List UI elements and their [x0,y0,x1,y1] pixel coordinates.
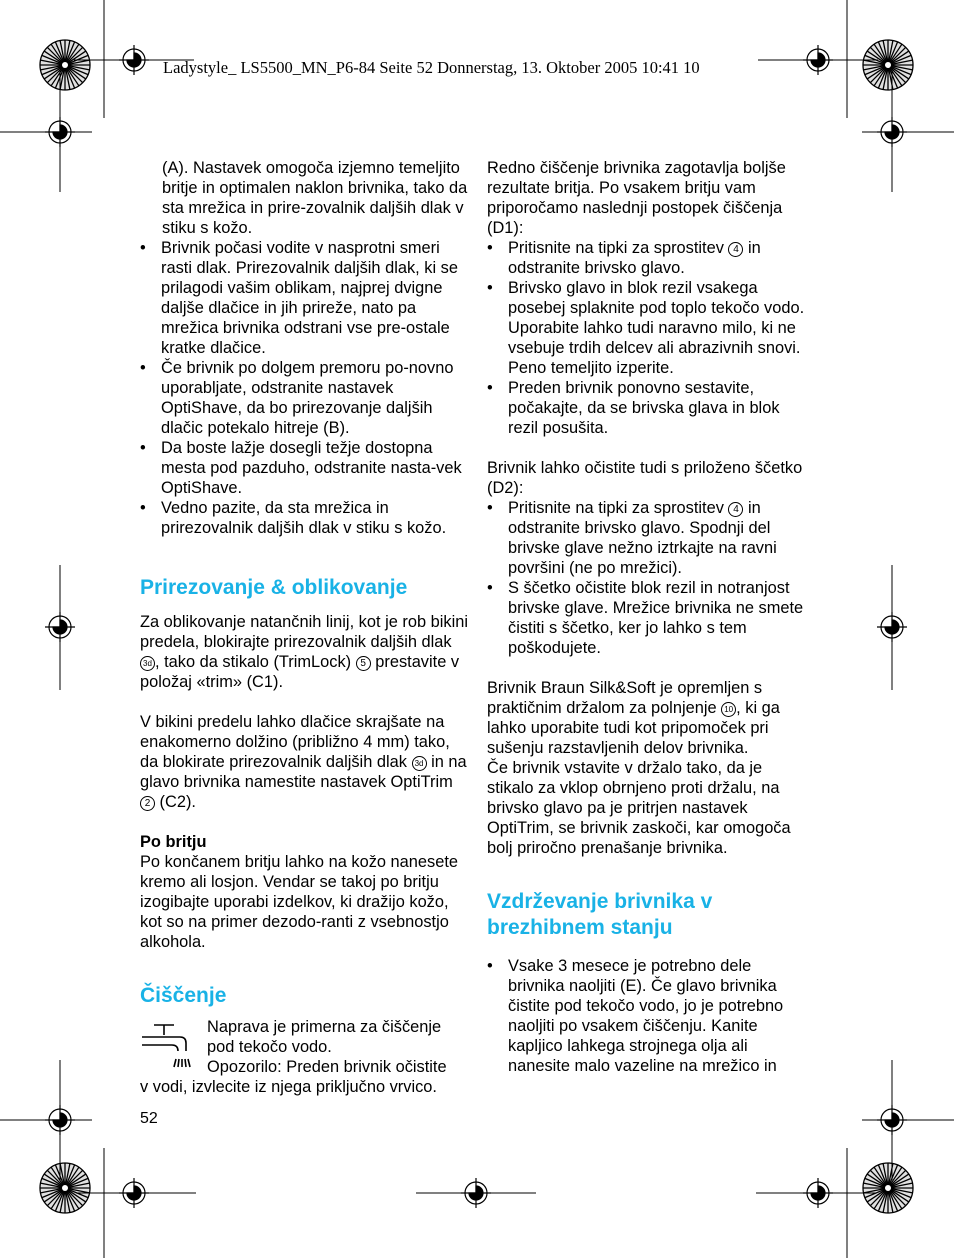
cleaning-intro-paragraph: Redno čiščenje brivnika zagotavlja boljše rezultate britja. Po vsakem britju vam priporočamo naslednji postopek čiščenja (D1): [487,159,786,237]
ref-number: 10 [721,702,736,717]
print-slug-header: Ladystyle_ LS5500_MN_P6-84 Seite 52 Donnerstag, 13. Oktober 2005 10:41 10 [163,58,700,77]
cleaning-paragraph: Naprava je primerna za čiščenje pod tekočo vodo. [207,1018,442,1056]
list-item: • Pritisnite na tipki za sprostitev 4 in odstranite brivsko glavo. Spodnji del brivske glave nežno iztrkajte na ravni površini (ne po mrežici). [487,498,812,578]
brush-intro-paragraph: Brivnik lahko očistite tudi s priloženo ščetko (D2): [487,459,803,497]
list-item: • Da boste lažje dosegli težje dostopna mesta pod pazduho, odstranite nasta-vek OptiShave. [140,438,470,498]
cleaning-warning-line-2: v vodi, izvlecite iz njega priključno vrvico. [140,1078,437,1096]
ref-number: 4 [728,502,743,517]
list-item: • S ščetko očistite blok rezil in notranjost brivske glave. Mrežice brivnika ne smete čistiti s ščetko, ker jo lahko s tem poškodujete. [487,578,812,658]
list-item: • Preden brivnik ponovno sestavite, počakajte, da se brivska glava in blok rezil posušita. [487,378,812,438]
shaving-bullet-list [140,238,470,538]
intro-paragraph: (A). Nastavek omogoča izjemno temeljito britje in optimalen naklon brivnika, tako da sta mrežica in prire-zovalnik daljših dlak v stiku s kožo. [162,159,468,237]
water-tap-icon [140,1021,195,1073]
list-item: • Brivnik počasi vodite v nasprotni smeri rasti dlak. Prirezovalnik daljših dlak, ki se prilagodi vašim oblikam, najprej dvigne daljše dlačice in jih prireže, nato pa mrežica brivnika odstrani vse pre-ostale kratke dlačice. [140,238,470,358]
after-shave-paragraph: Po končanem britju lahko na kožo nanesete kremo ali losjon. Vendar se takoj po britju izogibajte uporabi izdelkov, ki dražijo kožo, kot so na primer dezodo-ranti z vsebnostjo alkohola. [140,853,459,951]
ref-number: 3d [412,756,427,771]
left-column [140,158,470,1097]
heading-cleaning: Čiščenje [140,984,227,1007]
ref-number: 3d [140,656,155,671]
heading-maintenance: Vzdrževanje brivnika v brezhibnem stanju [487,890,713,939]
holder-paragraph: Brivnik Braun Silk&Soft je opremljen s praktičnim držalom za polnjenje 10 , ki ga lahko uporabite tudi kot pripomoček pri sušenju razstavljenih delov brivnika. [487,679,780,757]
maintenance-bullet-list [487,956,812,1076]
ref-number: 2 [140,796,155,811]
right-column [487,158,812,1076]
after-shave-heading: Po britju [140,833,207,851]
page-number: 52 [140,1110,158,1127]
list-item: • Pritisnite na tipki za sprostitev 4 in odstranite brivsko glavo. [487,238,812,278]
heading-trimming: Prirezovanje & oblikovanje [140,576,408,599]
list-item: • Vedno pazite, da sta mrežica in prirezovalnik daljših dlak v stiku s kožo. [140,498,470,538]
cleaning-bullet-list-1 [487,238,812,438]
ref-number: 4 [728,242,743,257]
list-item: • Vsake 3 mesece je potrebno dele brivnika naoljiti (E). Če glavo brivnika čistite pod tekočo vodo, jo je potrebno naoljiti po vsakem čiščenju. Kanite kapljico lahkega strojnega olja ali nanesite malo vazeline na mrežico in [487,956,812,1076]
holder-paragraph-2: Če brivnik vstavite v držalo tako, da je stikalo za vklop obrnjeno proti držalu, na brivsko glavo pa je pritrjen nastavek OptiTrim, se brivnik zaskoči, kar omogoča bolj priročno prenašanje brivnika. [487,759,791,857]
cleaning-bullet-list-2 [487,498,812,658]
cleaning-block [140,1017,470,1097]
ref-number: 5 [356,656,371,671]
trim-paragraph-1: Za oblikovanje natančnih linij, kot je rob bikini predela, blokirajte prirezovalnik daljših dlak 3d , tako da stikalo (TrimLock) 5 prestavite v položaj «trim» (C1). [140,613,468,691]
trim-paragraph-2: V bikini predelu lahko dlačice skrajšate na enakomerno dolžino (približno 4 mm) tako, da blokirate prirezovalnik daljših dlak 3d in na glavo brivnika namestite nastavek OptiTrim 2 (C2). [140,713,467,811]
list-item: • Če brivnik po dolgem premoru po-novno uporabljate, odstranite nastavek OptiShave, da bo prirezovanje daljših dlačic potekalo hitreje (B). [140,358,470,438]
list-item: • Brivsko glavo in blok rezil vsakega posebej splaknite pod toplo tekočo vodo. Uporabite lahko tudi naravno milo, ki ne vsebuje trdih delcev ali abrazivnih snovi. Peno temeljito izperite. [487,278,812,378]
cleaning-warning-line: Opozorilo: Preden brivnik očistite [207,1058,447,1076]
